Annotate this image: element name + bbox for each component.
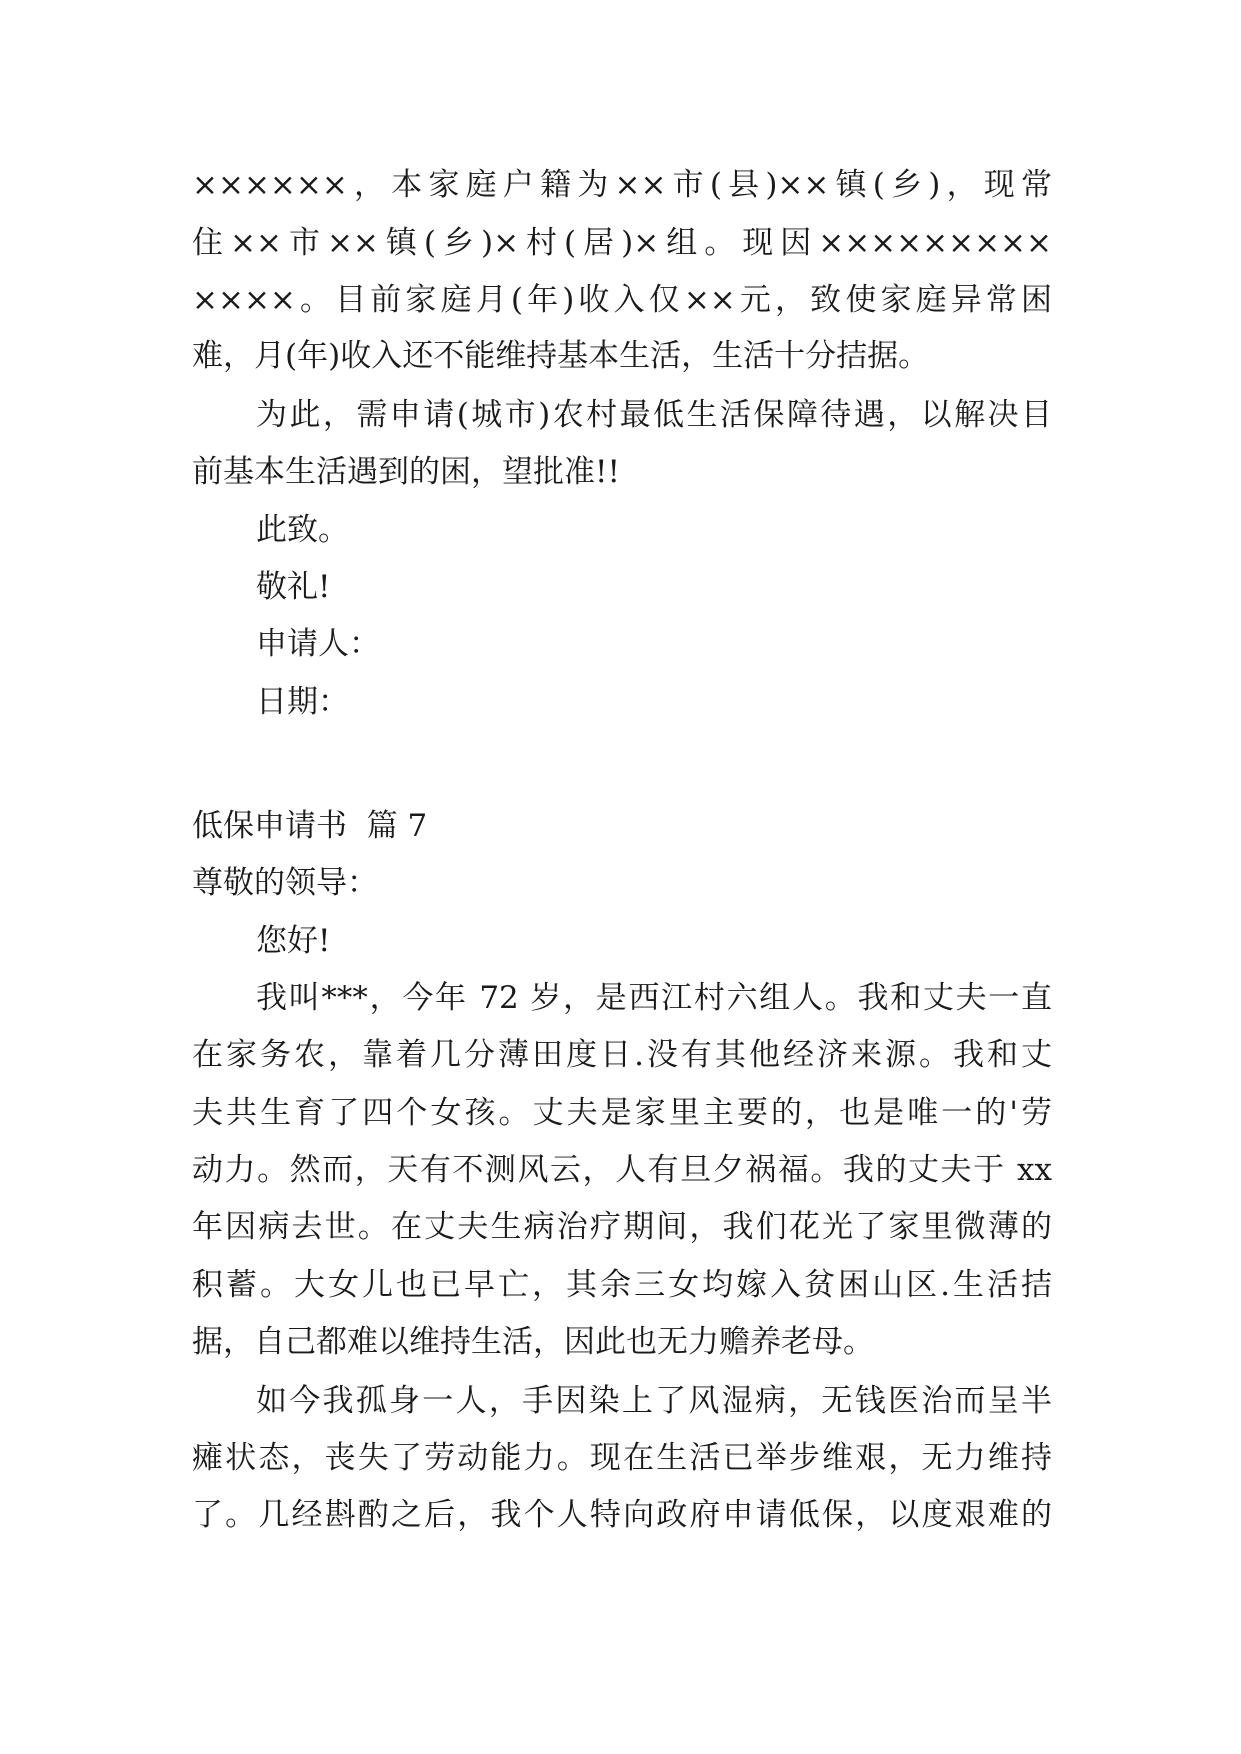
body-line: 如今我孤身一人，手因染上了风湿病，无钱医治而呈半	[256, 1383, 1052, 1419]
body-line: 夫共生育了四个女孩。丈夫是家里主要的，也是唯一的'劳	[192, 1095, 1052, 1131]
body-line: 住××市××镇(乡)×村(居)×组。现因×××××××××	[192, 225, 1052, 261]
section-heading: 低保申请书 篇 7	[192, 808, 428, 844]
closing-line: 此致。	[256, 512, 349, 548]
salute-line: 敬礼!	[256, 569, 331, 605]
body-line: 据，自己都难以维持生活，因此也无力赡养老母。	[192, 1324, 874, 1360]
body-line: 了。几经斟酌之后，我个人特向政府申请低保，以度艰难的	[192, 1497, 1052, 1533]
body-line: ××××××，本家庭户籍为××市(县)××镇(乡)，现常	[192, 167, 1052, 203]
body-line: 积蓄。大女儿也已早亡，其余三女均嫁入贫困山区.生活拮	[192, 1267, 1052, 1303]
greeting-line: 尊敬的领导：	[192, 865, 378, 901]
date-label: 日期：	[256, 684, 349, 720]
body-line: 为此，需申请(城市)农村最低生活保障待遇，以解决目	[256, 397, 1052, 433]
body-line: 年因病去世。在丈夫生病治疗期间，我们花光了家里微薄的	[192, 1209, 1052, 1245]
body-line: 在家务农，靠着几分薄田度日.没有其他经济来源。我和丈	[192, 1037, 1052, 1073]
hello-line: 您好!	[256, 923, 331, 959]
body-line: 前基本生活遇到的困，望批准!!	[192, 454, 620, 490]
body-line: 瘫状态，丧失了劳动能力。现在生活已举步维艰，无力维持	[192, 1440, 1052, 1476]
body-line: 难，月(年)收入还不能维持基本生活，生活十分拮据。	[192, 338, 930, 374]
applicant-label: 申请人：	[256, 626, 380, 662]
body-line: ××××。目前家庭月(年)收入仅××元，致使家庭异常困	[192, 282, 1052, 318]
body-line: 动力。然而，天有不测风云，人有旦夕祸福。我的丈夫于 xx	[192, 1152, 1052, 1188]
body-line: 我叫***，今年 72 岁，是西江村六组人。我和丈夫一直	[256, 980, 1052, 1016]
